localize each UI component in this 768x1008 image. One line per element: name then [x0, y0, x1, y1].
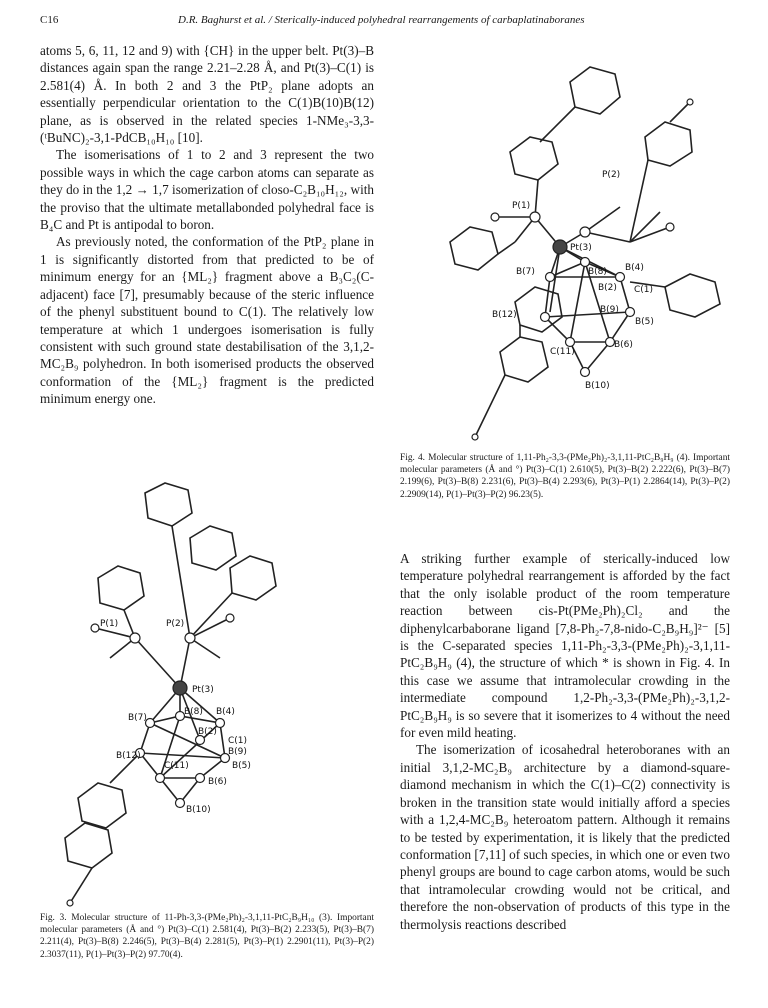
- fig3-label-c1: C(1): [228, 736, 248, 746]
- fig3-atoms: [67, 614, 234, 906]
- fig4-label-b2: B(2): [598, 283, 617, 293]
- left-paragraph-1: atoms 5, 6, 11, 12 and 9) with {CH} in the upper belt. Pt(3)–B distances again span the range 2.21–2.28 Å, and Pt(3)–C(1) is 2.581(4) Å. In both 2 and 3 the PtP₂ plane adopts an essentially perpendicular orientation to the C(1)B(10)B(12) plane, as is observed in the related species 1-NMe₃-3,3-(ᵗBuNC)₂-3,1-PdCB₁₀H₁₀ [10].: [40, 43, 374, 146]
- fig3-label-b6: B(6): [208, 777, 227, 787]
- fig3-label-b7: B(7): [128, 713, 147, 723]
- fig3-label-b9: B(9): [228, 747, 247, 757]
- fig3-label-b5: B(5): [232, 761, 251, 771]
- fig4-label-b6: B(6): [614, 340, 633, 350]
- fig4-label-b7: B(7): [516, 267, 535, 277]
- fig3-bonds: [65, 483, 276, 903]
- left-paragraph-2: The isomerisations of 1 to 2 and 3 represent the two possible ways in which the cage carbon atoms can separate as they do in the 1,2 → 1,7 isomerization of closo-C₂B₁₀H₁₂, with the proviso that the ultimate metallabonded polyhedral face is B₄C and Pt is antipodal to boron.: [40, 147, 374, 233]
- fig4-label-c11: C(11): [550, 347, 575, 357]
- page-number: C16: [40, 14, 59, 26]
- fig4-label-b9: B(9): [600, 305, 619, 315]
- fig4-label-pt3: Pt(3): [570, 243, 592, 253]
- fig3-label-b2: B(2): [198, 727, 217, 737]
- fig3-label-b10: B(10): [186, 805, 211, 815]
- figure-4-caption: Fig. 4. Molecular structure of 1,11-Ph₂-3,3-(PMe₂Ph)₂-3,1,11-PtC₂B₉H₉ (4). Important molecular parameters (Å and °) Pt(3)–C(1) 2.610(5), Pt(3)–B(2) 2.222(6), Pt(3)–B(7) 2.199(6), Pt(3)–B(8) 2.231(6), Pt(3)–B(4) 2.293(6), Pt(3)–P(1) 2.2864(14), Pt(3)–P(2) 2.2909(14), P(1)–Pt(3)–P(2) 96.23(5).: [400, 453, 730, 500]
- fig4-label-c1: C(1): [634, 285, 654, 295]
- fig4-label-b5: B(5): [635, 317, 654, 327]
- fig4-label-b8: B(8): [588, 267, 607, 277]
- fig3-label-b8: B(8): [184, 707, 203, 717]
- left-column: [40, 42, 374, 408]
- right-column: [400, 550, 730, 933]
- fig3-label-b4: B(4): [216, 707, 235, 717]
- right-paragraph-2: The isomerization of icosahedral heteroboranes with an initial 3,1,2-MC₂B₉ architecture by a diamond-square-diamond mechanism in which the C(1)–C(2) connectivity is broken in the transition state would initially afford a species with a 1,2,4-MC₂B₉ heteroatom pattern. Although it remains to be tested by experimentation, it is likely that the predicted conformation [7,11] of such species, in which one or even two phenyl groups are bound to cage carbon atoms, would be such that intramolecular crowding would not be critical, and therefore the non-observation of products of this type in the thermolysis reactions described: [400, 742, 730, 932]
- fig4-label-p2: P(2): [602, 170, 621, 180]
- fig3-label-p1: P(1): [100, 619, 119, 629]
- figure-3-caption: Fig. 3. Molecular structure of 11-Ph-3,3-(PMe₂Ph)₂-3,1,11-PtC₂B₉H₁₀ (3). Important molecular parameters (Å and °) Pt(3)–C(1) 2.581(4), Pt(3)–B(2) 2.233(5), Pt(3)–B(7) 2.211(4), Pt(3)–B(8) 2.246(5), Pt(3)–B(4) 2.281(5), Pt(3)–P(1) 2.2901(11), Pt(3)–P(2) 2.3037(11), P(1)–Pt(3)–P(2) 97.70(4).: [40, 913, 374, 960]
- fig4-label-b4: B(4): [625, 263, 644, 273]
- fig4-label-b12: B(12): [492, 310, 517, 320]
- right-paragraph-1: A striking further example of sterically-induced low temperature polyhedral rearrangement is afforded by the fact that the only isolable product of the room temperature reaction between cis-Pt(PMe₂Ph)₂Cl₂ and the diphenylcarbaborane ligand [7,8-Ph₂-7,8-nido-C₂B₉H₉]²⁻ [5] is the C-separated species 1,11-Ph₂-3,3-(PMe₂Ph)₂-3,1,11-PtC₂B₉H₉ (4), the structure of which * is shown in Fig. 4. In this case we assume that intramolecular crowding in the intermediate compound 1,2-Ph₂-3,3-(PMe₂Ph)₂-3,1,2-PtC₂B₉H₉ is so severe that it isomerizes to 4 without the need for even mild heating.: [400, 551, 730, 741]
- fig3-label-p2: P(2): [166, 619, 185, 629]
- left-paragraph-3: As previously noted, the conformation of the PtP₂ plane in 1 is significantly distorted from that predicted to be of minimum energy for an {ML₂} fragment above a B₃C₂(C-adjacent) face [7], presumably because of the steric influence of the phenyl substituent bound to C(1). The relatively low temperature at which 1 undergoes isomerisation is fully consistent with such ground state destabilisation of the 3,1,2-MC₂B₉ polyhedron. In both isomerised products the observed conformation of the {ML₂} fragment is the predicted minimum energy one.: [40, 234, 374, 407]
- fig3-label-b12: B(12): [116, 751, 141, 761]
- running-title: D.R. Baghurst et al. / Sterically-induced polyhedral rearrangements of carbaplatinaboranes: [178, 14, 585, 26]
- fig4-label-p1: P(1): [512, 201, 531, 211]
- figure-3-molecular-structure: [40, 478, 330, 908]
- fig3-label-pt3: Pt(3): [192, 685, 214, 695]
- fig3-label-c11: C(11): [164, 761, 189, 771]
- figure-4-molecular-structure: [420, 42, 730, 442]
- fig4-label-b10: B(10): [585, 381, 610, 391]
- fig4-atoms: [472, 99, 693, 440]
